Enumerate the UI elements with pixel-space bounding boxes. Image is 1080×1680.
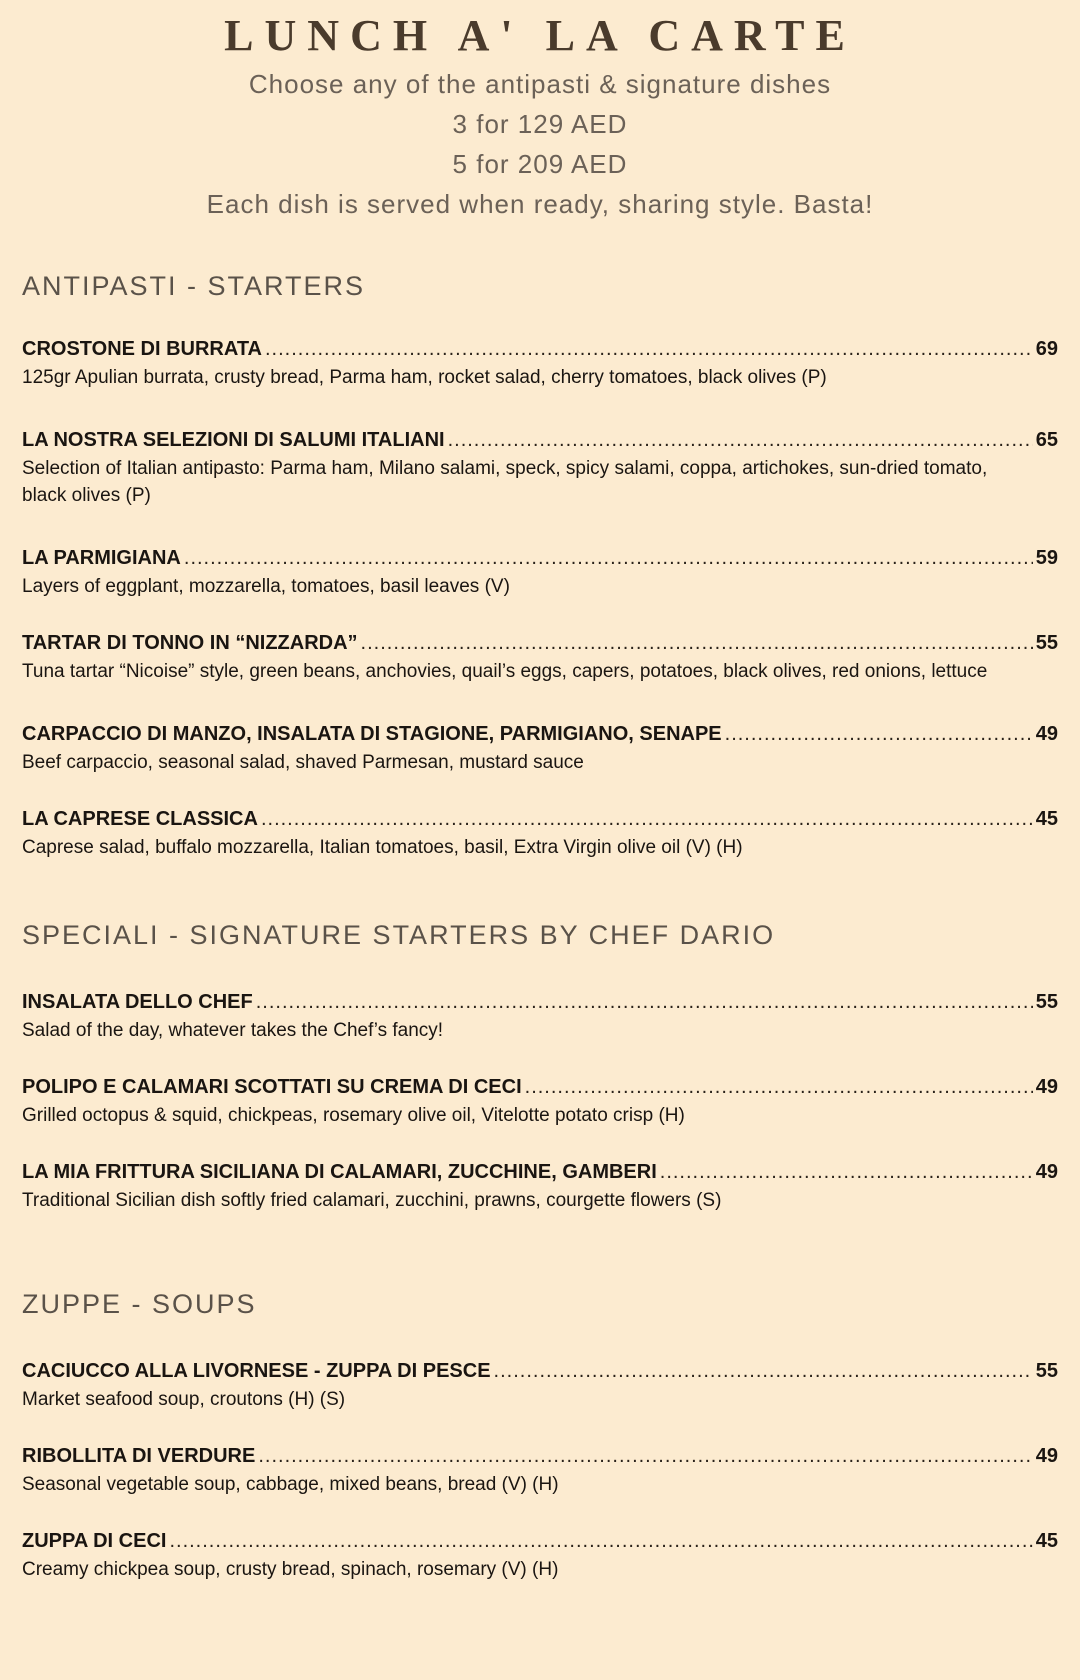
section-title-antipasti: ANTIPASTI - STARTERS: [22, 271, 366, 301]
menu-item: [22, 1159, 1058, 1214]
item-description: Market seafood soup, croutons (H) (S): [22, 1389, 346, 1410]
menu-item: [22, 989, 1058, 1044]
item-price: 49: [1035, 1445, 1058, 1467]
item-description: Salad of the day, whatever takes the Chef’s fancy!: [22, 1020, 444, 1041]
menu-item: [22, 1528, 1058, 1583]
item-description: Layers of eggplant, mozzarella, tomatoes, basil leaves (V): [22, 576, 510, 597]
leader-dots: [184, 545, 1033, 571]
menu-item: [22, 336, 1058, 391]
menu-item: [22, 1443, 1058, 1498]
item-description: Creamy chickpea soup, crusty bread, spinach, rosemary (V) (H): [22, 1559, 559, 1580]
item-description: 125gr Apulian burrata, crusty bread, Parma ham, rocket salad, cherry tomatoes, black olives (P): [22, 367, 827, 388]
item-name: INSALATA DELLO CHEF: [22, 991, 253, 1013]
item-name: POLIPO E CALAMARI SCOTTATI SU CREMA DI CECI: [22, 1076, 522, 1098]
item-name: LA MIA FRITTURA SICILIANA DI CALAMARI, ZUCCHINE, GAMBERI: [22, 1161, 657, 1183]
item-name: RIBOLLITA DI VERDURE: [22, 1445, 256, 1467]
section-title-speciali: SPECIALI - SIGNATURE STARTERS BY CHEF DARIO: [22, 920, 776, 950]
menu-title: LUNCH A' LA CARTE: [224, 11, 856, 60]
section-title-zuppe: ZUPPE - SOUPS: [22, 1289, 257, 1319]
menu-item: [22, 427, 1058, 509]
leader-dots: [525, 1074, 1033, 1100]
item-description: Grilled octopus & squid, chickpeas, rosemary olive oil, Vitelotte potato crisp (H): [22, 1105, 685, 1126]
leader-dots: [361, 630, 1033, 656]
leader-dots: [660, 1159, 1033, 1185]
menu-item: [22, 545, 1058, 600]
item-name: CACIUCCO ALLA LIVORNESE - ZUPPA DI PESCE: [22, 1360, 491, 1382]
leader-dots: [256, 989, 1033, 1015]
item-price: 59: [1035, 547, 1058, 569]
item-description: Beef carpaccio, seasonal salad, shaved Parmesan, mustard sauce: [22, 752, 584, 773]
menu-item: [22, 721, 1058, 776]
item-price: 55: [1035, 991, 1058, 1013]
item-description: Tuna tartar “Nicoise” style, green beans, anchovies, quail’s eggs, capers, potatoes, black olives, red onions, lettuce: [22, 661, 988, 682]
leader-dots: [494, 1358, 1033, 1384]
leader-dots: [258, 1443, 1032, 1469]
item-name: LA PARMIGIANA: [22, 547, 181, 569]
item-description: Seasonal vegetable soup, cabbage, mixed beans, bread (V) (H): [22, 1474, 559, 1495]
menu-item: [22, 630, 1058, 685]
item-name: CROSTONE DI BURRATA: [22, 338, 262, 360]
item-description: Selection of Italian antipasto: Parma ham, Milano salami, speck, spicy salami, coppa, artichokes, sun-dried tomato, black olives (P): [22, 458, 988, 506]
item-name: TARTAR DI TONNO IN “NIZZARDA”: [22, 632, 358, 654]
item-price: 49: [1035, 723, 1058, 745]
item-name: ZUPPA DI CECI: [22, 1530, 167, 1552]
leader-dots: [448, 427, 1033, 453]
menu-item: [22, 806, 1058, 861]
menu-item: [22, 1074, 1058, 1129]
intro-line: Choose any of the antipasti & signature dishes: [248, 69, 832, 99]
item-name: CARPACCIO DI MANZO, INSALATA DI STAGIONE, PARMIGIANO, SENAPE: [22, 723, 722, 745]
item-description: Caprese salad, buffalo mozzarella, Italian tomatoes, basil, Extra Virgin olive oil (V) (H): [22, 837, 743, 858]
item-price: 45: [1035, 808, 1058, 830]
leader-dots: [265, 336, 1033, 362]
item-price: 55: [1035, 632, 1058, 654]
leader-dots: [261, 806, 1033, 832]
leader-dots: [169, 1528, 1032, 1554]
item-price: 49: [1035, 1076, 1058, 1098]
serving-note: Each dish is served when ready, sharing style. Basta!: [206, 189, 874, 219]
price-option-five: 5 for 209 AED: [452, 149, 628, 179]
item-price: 65: [1035, 429, 1058, 451]
item-price: 45: [1035, 1530, 1058, 1552]
leader-dots: [725, 721, 1033, 747]
menu-intro: [22, 64, 1058, 224]
item-price: 55: [1035, 1360, 1058, 1382]
item-name: LA NOSTRA SELEZIONI DI SALUMI ITALIANI: [22, 429, 445, 451]
item-price: 49: [1035, 1161, 1058, 1183]
item-name: LA CAPRESE CLASSICA: [22, 808, 258, 830]
price-option-three: 3 for 129 AED: [452, 109, 628, 139]
item-description: Traditional Sicilian dish softly fried calamari, zucchini, prawns, courgette flowers (S): [22, 1190, 722, 1211]
menu-item: [22, 1358, 1058, 1413]
item-price: 69: [1035, 338, 1058, 360]
